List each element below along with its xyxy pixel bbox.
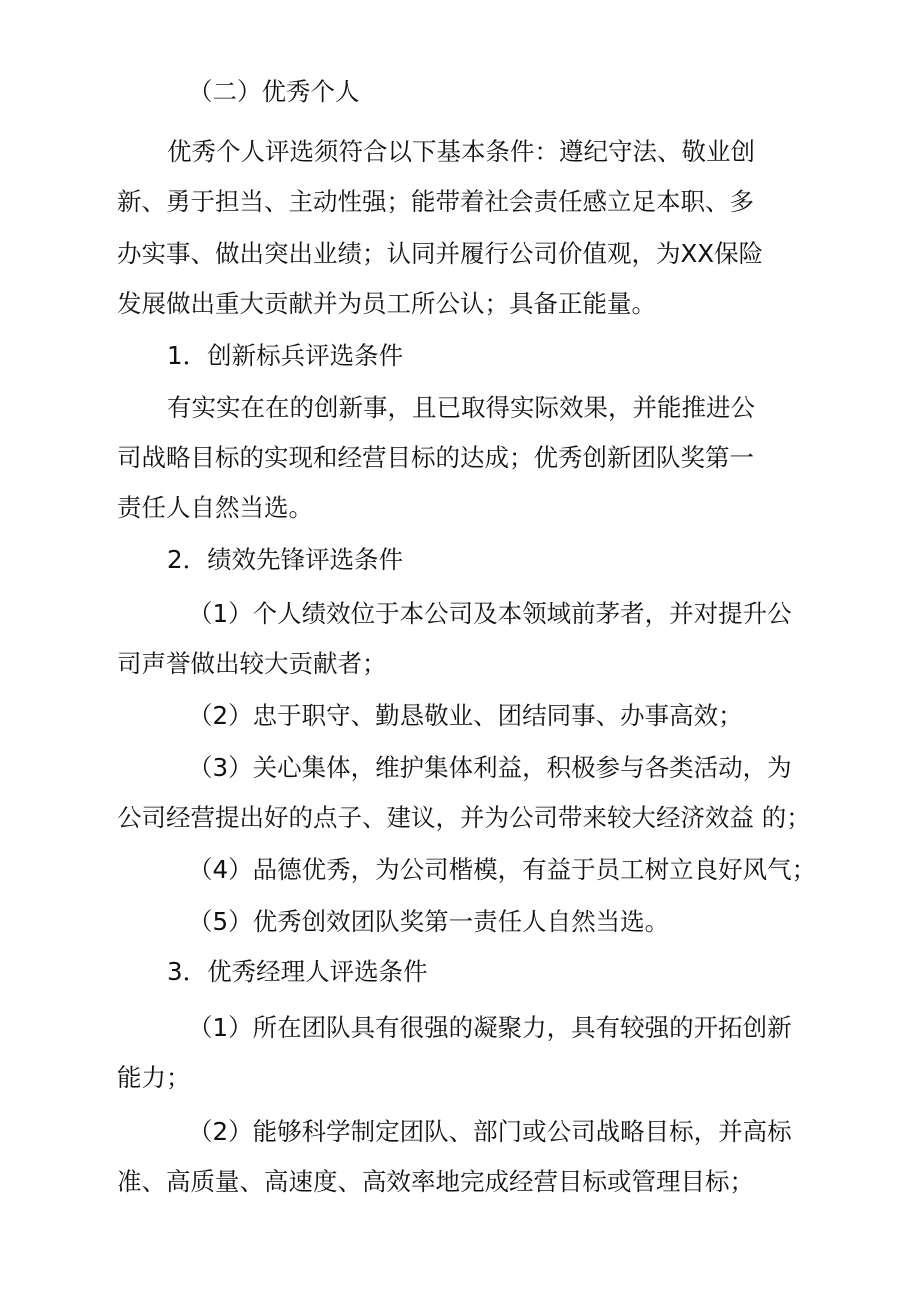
list-item-line: 公司经营提出好的点子、建议，并为公司带来较大经济效益 的； xyxy=(117,803,811,832)
list-item-line: （3）关心集体，维护集体利益，积极参与各类活动，为 xyxy=(188,753,792,782)
list-item-line: （2）忠于职守、勤恳敬业、团结同事、办事高效； xyxy=(188,701,743,730)
subheading-innovation-pioneer: 1．创新标兵评选条件 xyxy=(167,341,404,370)
subheading-outstanding-manager: 3．优秀经理人评选条件 xyxy=(167,957,428,986)
list-item-line: （5）优秀创效团队奖第一责任人自然当选。 xyxy=(188,907,670,936)
list-item-line: （1）所在团队具有很强的凝聚力，具有较强的开拓创新 xyxy=(188,1013,792,1042)
paragraph-line: 优秀个人评选须符合以下基本条件：遵纪守法、敬业创 xyxy=(167,137,755,166)
paragraph-line: 有实实在在的创新事，且已取得实际效果，并能推进公 xyxy=(167,393,755,422)
paragraph-line: 新、勇于担当、主动性强；能带着社会责任感立足本职、多 xyxy=(117,187,754,216)
paragraph-line: 责任人自然当选。 xyxy=(117,493,313,522)
list-item-line: （4）品德优秀，为公司楷模，有益于员工树立良好风气； xyxy=(188,855,817,884)
paragraph-line: 司战略目标的实现和经营目标的达成；优秀创新团队奖第一 xyxy=(117,443,754,472)
list-item-line: （1）个人绩效位于本公司及本领域前茅者，并对提升公 xyxy=(188,599,792,628)
section-heading-outstanding-individual: （二）优秀个人 xyxy=(188,77,360,106)
subheading-performance-vanguard: 2．绩效先锋评选条件 xyxy=(167,545,404,574)
list-item-line: 司声誉做出较大贡献者； xyxy=(117,649,387,678)
list-item-line: 准、高质量、高速度、高效率地完成经营目标或管理目标； xyxy=(117,1167,754,1196)
paragraph-line: 发展做出重大贡献并为员工所公认；具备正能量。 xyxy=(117,289,656,318)
paragraph-line: 办实事、做出突出业绩；认同并履行公司价值观，为XX保险 xyxy=(117,239,764,268)
list-item-line: （2）能够科学制定团队、部门或公司战略目标，并高标 xyxy=(188,1117,792,1146)
list-item-line: 能力； xyxy=(117,1063,191,1092)
